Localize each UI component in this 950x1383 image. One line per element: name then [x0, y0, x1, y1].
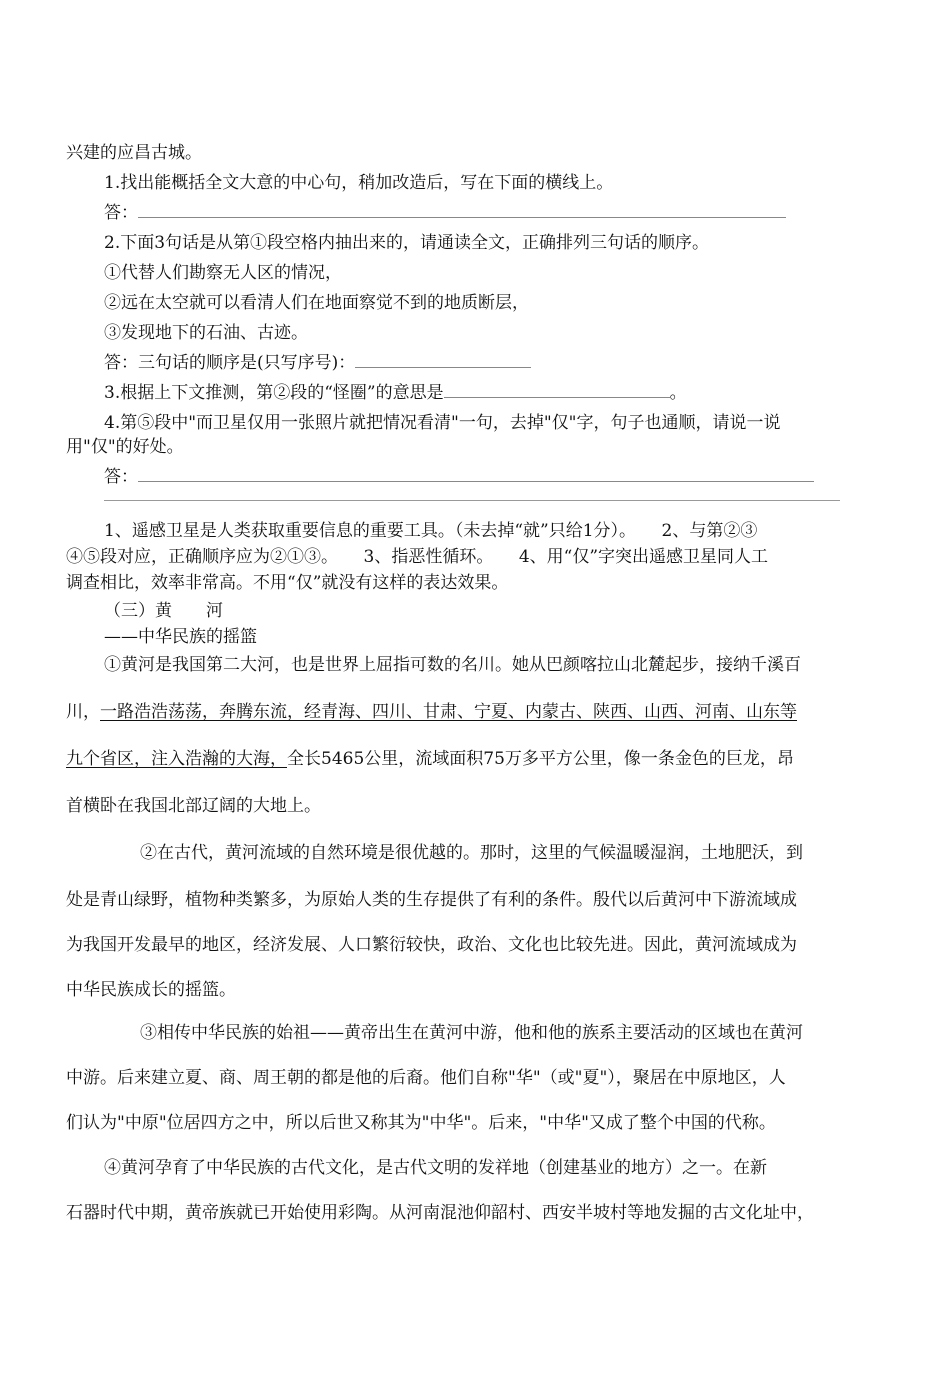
- section-subtitle: ——中华民族的摇篮: [104, 627, 257, 647]
- answer-blank[interactable]: [138, 203, 786, 218]
- paragraph-2: ②在古代，黄河流域的自然环境是很优越的。那时，这里的气候温暖湿润，土地肥沃，到: [140, 843, 803, 863]
- question-4: 4.第⑤段中"而卫星仅用一张照片就把情况看清"一句，去掉"仅"字，句子也通顺，请说一说: [104, 413, 781, 433]
- paragraph-2-cont: 处是青山绿野，植物种类繁多，为原始人类的生存提供了有利的条件。殷代以后黄河中下游流域成: [66, 890, 797, 910]
- answer-4-blank[interactable]: [138, 467, 814, 482]
- question-3-text: 3.根据上下文推测，第②段的“怪圈”的意思是: [104, 383, 444, 403]
- key-line-1: 1、遥感卫星是人类获取重要信息的重要工具。（未去掉“就”只给1分）。 2、与第②③: [104, 521, 758, 541]
- answer-3-blank[interactable]: [444, 383, 670, 398]
- question-4-cont: 用"仅"的好处。: [66, 437, 184, 457]
- answer-1: [104, 202, 786, 224]
- paragraph-1-cont: 首横卧在我国北部辽阔的大地上。: [66, 796, 321, 816]
- answer-4-label: 答：: [104, 467, 138, 487]
- section-title: （三）黄 河: [104, 601, 223, 621]
- text-span: 川，: [66, 702, 100, 722]
- text-span: 全长5465公里，流域面积75万多平方公里，像一条金色的巨龙，昂: [287, 749, 794, 769]
- sentence-1: ①代替人们勘察无人区的情况，: [104, 263, 342, 283]
- paragraph-4: ④黄河孕育了中华民族的古代文化，是古代文明的发祥地（创建基业的地方）之一。在新: [104, 1158, 767, 1178]
- underlined-text: 九个省区，注入浩瀚的大海，: [66, 749, 287, 769]
- paragraph-1: ①黄河是我国第二大河，也是世界上屈指可数的名川。她从巴颜喀拉山北麓起步，接纳千溪百: [104, 655, 801, 675]
- question-3: [104, 382, 687, 404]
- sentence-3: ③发现地下的石油、古迹。: [104, 323, 308, 343]
- question-3-end: 。: [669, 383, 687, 403]
- paragraph-3-cont: 中游。后来建立夏、商、周王朝的都是他的后裔。他们自称"华"（或"夏"），聚居在中原地区，人: [66, 1068, 786, 1088]
- key-line-2: ④⑤段对应，正确顺序应为②①③。 3、指恶性循环。 4、用“仅”字突出遥感卫星同人工: [66, 547, 769, 567]
- answer-4-blank-2[interactable]: [104, 500, 840, 501]
- paragraph-1-cont: [66, 748, 794, 770]
- key-line-3: 调查相比，效率非常高。不用“仅”就没有这样的表达效果。: [66, 573, 509, 593]
- text-line: 兴建的应昌古城。: [66, 143, 202, 163]
- question-1: 1.找出能概括全文大意的中心句，稍加改造后，写在下面的横线上。: [104, 173, 614, 193]
- answer-2: [104, 352, 531, 374]
- paragraph-2-cont: 为我国开发最早的地区，经济发展、人口繁衍较快，政治、文化也比较先进。因此，黄河流域成为: [66, 935, 797, 955]
- answer-2-blank[interactable]: [355, 353, 531, 368]
- paragraph-3: ③相传中华民族的始祖——黄帝出生在黄河中游，他和他的族系主要活动的区域也在黄河: [140, 1023, 803, 1043]
- paragraph-4-cont: 石器时代中期，黄帝族就已开始使用彩陶。从河南混池仰韶村、西安半坡村等地发掘的古文化址中，: [66, 1203, 814, 1223]
- answer-2-label: 答：三句话的顺序是(只写序号)：: [104, 353, 356, 373]
- sentence-2: ②远在太空就可以看清人们在地面察觉不到的地质断层，: [104, 293, 529, 313]
- answer-4: [104, 466, 814, 488]
- paragraph-2-cont: 中华民族成长的摇篮。: [66, 980, 236, 1000]
- answer-label: 答：: [104, 203, 138, 223]
- underlined-text: 一路浩浩荡荡，奔腾东流，经青海、四川、甘肃、宁夏、内蒙古、陕西、山西、河南、山东等: [100, 702, 797, 722]
- paragraph-1-cont: [66, 701, 797, 723]
- question-2: 2.下面3句话是从第①段空格内抽出来的，请通读全文，正确排列三句话的顺序。: [104, 233, 710, 253]
- paragraph-3-cont: 们认为"中原"位居四方之中，所以后世又称其为"中华"。后来，"中华"又成了整个中国的代称。: [66, 1113, 776, 1133]
